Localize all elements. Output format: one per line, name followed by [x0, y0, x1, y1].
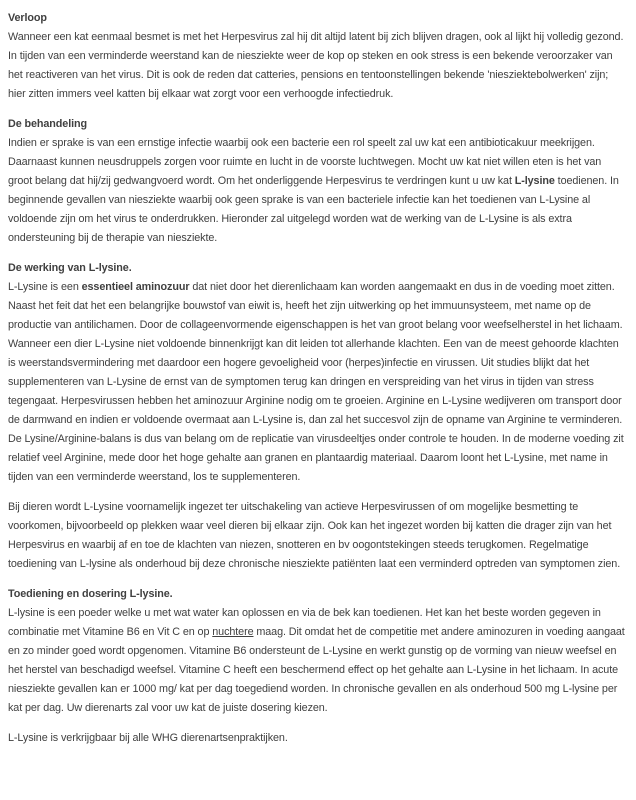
- paragraph: [8, 278, 628, 487]
- paragraph: [8, 134, 628, 248]
- text-run: maag. Dit omdat het de competitie met andere aminozuren in voeding aangaat en zo minder goed wordt opgenomen. Vitamine B6 ondersteunt de L-Lysine en werkt gunstig op de vorming van nieuw weefsel en het herstel van beschadigd weefsel. Vitamine C heeft een beschermend effect op het gehalte aan L-Lysine in het lichaam. In acute niesziekte gevallen kan er 1000 mg/ kat per dag toegediend worden. In chronische gevallen en als onderhoud 500 mg L-lysine per kat per dag. Uw dierenarts zal voor uw kat de juiste dosering kiezen.: [8, 626, 625, 714]
- text-run: dat niet door het dierenlichaam kan worden aangemaakt en dus in de voeding moet zitten. Naast het feit dat het een belangrijke bouwstof van eiwit is, heeft het zijn uitwerking op het immuunsysteem, met name op de productie van antilichamen. Door de collageenvormende eigenschappen is het van groot belang voor weefselherstel in het lichaam. Wanneer een dier L-Lysine niet voldoende binnenkrijgt kan dit leiden tot allerhande klachten. Een van de meest gehoorde klachten is weerstandsvermindering met daardoor een hogere gevoeligheid voor (herpes)infectie en virussen. Uit studies blijkt dat het supplementeren van L-Lysine de ernst van de symptomen terug kan dringen en verspreiding van het virus in tijden van stress tegengaat. Herpesvirussen hebben het aminozuur Arginine nodig om te groeien. Arginine en L-Lysine wedijveren om transport door de darmwand en indien er voldoende overmaat aan L-Lysine is, dan zal het succesvol zijn de opname van Arginine te verminderen. De Lysine/Arginine-balans is dus van belang om de replicatie van virusdeeltjes onder controle te houden. In de moderne voeding zit relatief veel Arginine, mede door het hoge gehalte aan granen en plantaardig materiaal. Daarom loont het L-Lysine, met name in tijden van een verminderde weerstand, los te supplementeren.: [8, 281, 624, 483]
- section: [8, 9, 628, 104]
- section-heading: De werking van L-lysine.: [8, 262, 132, 274]
- text-run: toedienen. In beginnende gevallen van niesziekte waarbij ook geen sprake is van een bacteriele infectie kan het toedienen van L-Lysine al voldoende zijn om het virus te onderdrukken. Hieronder zal uitgelegd worden wat de werking van de L-Lysine is als extra ondersteuning bij de therapie van niesziekte.: [8, 175, 619, 244]
- section: [8, 259, 628, 574]
- paragraph: [8, 498, 628, 574]
- section: [8, 115, 628, 248]
- section-heading: Verloop: [8, 12, 47, 24]
- text-run: L-Lysine is verkrijgbaar bij alle WHG dierenartsenpraktijken.: [8, 732, 288, 744]
- paragraph: [8, 604, 628, 718]
- text-run: Bij dieren wordt L-Lysine voornamelijk ingezet ter uitschakeling van actieve Herpesvirussen of om mogelijke besmetting te voorkomen, bijvoorbeeld op plekken waar veel dieren bij elkaar zijn. Ook kan het ingezet worden bij katten die drager zijn van het Herpesvirus en waarbij af en toe de klachten van niezen, snotteren en bv oogontstekingen steeds terugkomen. Regelmatige toediening van L-lysine als onderhoud bij deze chronische niesziekte patiënten laat een verminderd optreden van symptomen zien.: [8, 501, 621, 570]
- bold-text-run: L-lysine: [514, 175, 555, 187]
- text-run: L-lysine is een poeder welke u met wat water kan oplossen en via de bek kan toedienen. Het kan het beste worden gegeven in combinatie met Vitamine B6 en Vit C en op: [8, 607, 601, 638]
- paragraph: [8, 729, 628, 748]
- text-run: Indien er sprake is van een ernstige infectie waarbij ook een bacterie een rol speelt zal uw kat een antibioticakuur meekrijgen. Daarnaast kunnen neusdruppels zorgen voor ruimte en lucht in de voorste luchtwegen. Mocht uw kat niet willen eten is het van groot belang dat hij/zij gedwangvoerd wordt. Om het onderliggende Herpesvirus te verdringen kunt u uw kat: [8, 137, 602, 187]
- paragraph: [8, 28, 628, 104]
- bold-text-run: essentieel aminozuur: [81, 281, 190, 293]
- text-run: L-Lysine is een: [8, 281, 82, 293]
- section-heading: De behandeling: [8, 118, 87, 130]
- section: [8, 585, 628, 748]
- text-run: Wanneer een kat eenmaal besmet is met het Herpesvirus zal hij dit altijd latent bij zich blijven dragen, ook al lijkt hij volledig gezond. In tijden van een verminderde weerstand kan de niesziekte weer de kop op steken en ook stress is een bekende veroorzaker van het reactiveren van het virus. Dit is ook de reden dat catteries, pensions en tentoonstellingen bekende 'niesziektebolwerken' zijn; hier zitten immers veel katten bij elkaar wat zorgt voor een verhoogde infectiedruk.: [8, 31, 624, 100]
- underlined-text-run: nuchtere: [212, 626, 254, 638]
- section-heading: Toediening en dosering L-lysine.: [8, 588, 173, 600]
